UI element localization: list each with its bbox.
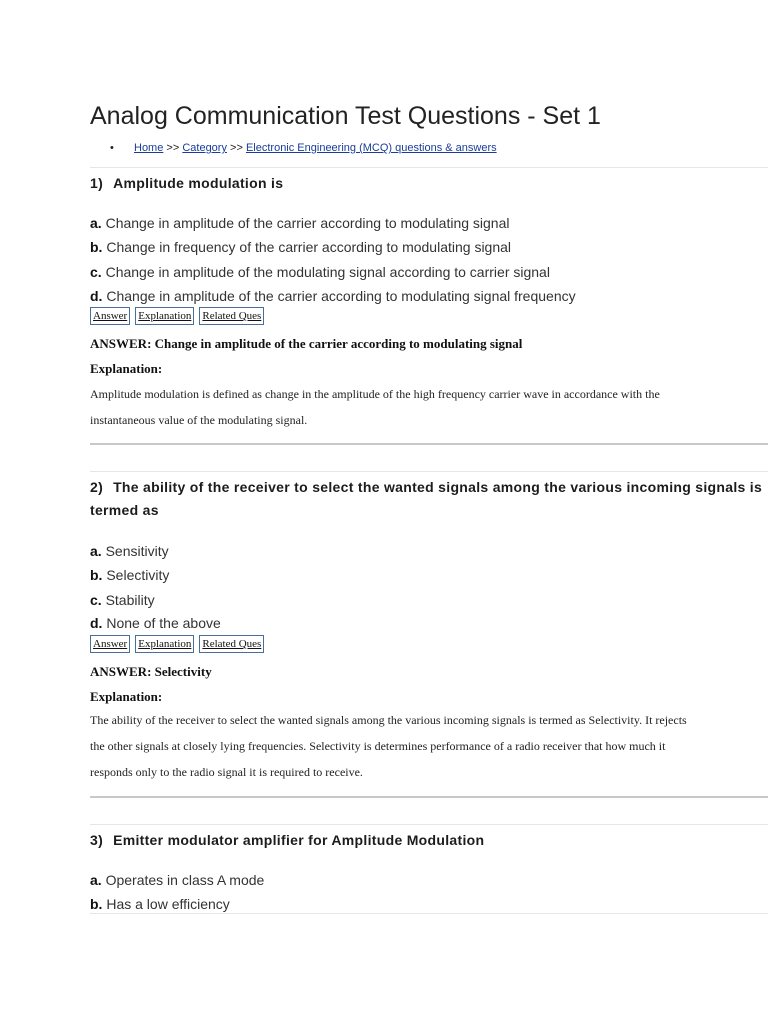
- option-letter: c.: [90, 264, 102, 280]
- related-questions-button[interactable]: Related Ques: [199, 635, 264, 653]
- question-1-option-d: [90, 288, 576, 304]
- option-text: Change in frequency of the carrier according to modulating signal: [106, 239, 512, 255]
- explanation-button[interactable]: Explanation: [135, 635, 194, 653]
- question-2-explanation-heading: Explanation:: [90, 689, 163, 704]
- explanation-line: the other signals at closely lying frequencies. Selectivity is determines performance of a radio receiver that how much it: [90, 739, 666, 753]
- answer-label: ANSWER:: [90, 664, 152, 679]
- answer-text: Selectivity: [154, 664, 212, 679]
- answer-text: Change in amplitude of the carrier according to modulating signal: [154, 336, 523, 351]
- question-2-option-c: [90, 592, 155, 608]
- explanation-line: Amplitude modulation is defined as change in the amplitude of the high frequency carrier wave in accordance with the: [90, 387, 660, 401]
- question-3-option-b: [90, 896, 230, 912]
- question-text-continued: termed as: [90, 502, 159, 518]
- question-2-option-a: [90, 543, 169, 559]
- page-title: Analog Communication Test Questions - Set 1: [90, 102, 601, 130]
- option-letter: d.: [90, 615, 103, 631]
- question-2-title: [90, 476, 768, 522]
- breadcrumb-separator: >>: [230, 142, 243, 154]
- divider: [90, 471, 768, 472]
- explanation-line: responds only to the radio signal it is required to receive.: [90, 765, 363, 779]
- explanation-button[interactable]: Explanation: [135, 307, 194, 325]
- related-questions-button[interactable]: Related Ques: [199, 307, 264, 325]
- option-letter: a.: [90, 543, 102, 559]
- option-letter: b.: [90, 239, 103, 255]
- option-text: Selectivity: [106, 567, 170, 583]
- question-text: The ability of the receiver to select the wanted signals among the various incoming signals is: [113, 479, 763, 495]
- question-number: 2): [90, 479, 104, 495]
- answer-button[interactable]: Answer: [90, 635, 130, 653]
- divider: [90, 824, 768, 825]
- breadcrumb-separator: >>: [166, 142, 180, 154]
- bullet-icon: •: [110, 142, 114, 154]
- question-2-actions: [90, 634, 269, 653]
- divider: [90, 443, 768, 445]
- question-1-actions: [90, 306, 269, 325]
- explanation-line: instantaneous value of the modulating signal.: [90, 413, 308, 427]
- question-2-explanation: [90, 707, 768, 785]
- breadcrumb-home-link[interactable]: Home: [134, 142, 164, 154]
- question-3-option-a: [90, 872, 264, 888]
- option-text: None of the above: [106, 615, 221, 631]
- option-letter: d.: [90, 288, 103, 304]
- option-letter: c.: [90, 592, 102, 608]
- option-text: Has a low efficiency: [106, 896, 230, 912]
- answer-label: ANSWER:: [90, 336, 152, 351]
- question-number: 1): [90, 175, 104, 191]
- option-text: Change in amplitude of the modulating signal according to carrier signal: [105, 264, 550, 280]
- breadcrumb-section-link[interactable]: Electronic Engineering (MCQ) questions & answers: [245, 142, 497, 154]
- breadcrumb-category-link[interactable]: Category: [182, 142, 227, 154]
- divider: [90, 913, 768, 914]
- question-1-option-c: [90, 264, 550, 280]
- answer-button[interactable]: Answer: [90, 307, 130, 325]
- option-letter: b.: [90, 896, 103, 912]
- question-1-explanation-heading: Explanation:: [90, 361, 163, 376]
- question-1-explanation: [90, 381, 768, 433]
- question-1-option-b: [90, 239, 511, 255]
- option-letter: b.: [90, 567, 103, 583]
- question-number: 3): [90, 832, 104, 848]
- question-2-option-b: [90, 567, 169, 583]
- question-1-title: [90, 172, 768, 195]
- question-2-answer: [90, 664, 212, 680]
- question-3-title: [90, 829, 768, 852]
- question-2-option-d: [90, 615, 221, 631]
- question-1-answer: [90, 336, 522, 352]
- option-letter: a.: [90, 215, 102, 231]
- option-text: Operates in class A mode: [105, 872, 265, 888]
- option-text: Change in amplitude of the carrier according to modulating signal: [105, 215, 510, 231]
- divider: [90, 796, 768, 798]
- question-text: Emitter modulator amplifier for Amplitude Modulation: [113, 832, 485, 848]
- option-letter: a.: [90, 872, 102, 888]
- question-text: Amplitude modulation is: [113, 175, 284, 191]
- divider: [90, 167, 768, 168]
- question-1-option-a: [90, 215, 509, 231]
- option-text: Change in amplitude of the carrier according to modulating signal frequency: [106, 288, 576, 304]
- option-text: Sensitivity: [105, 543, 169, 559]
- explanation-line: The ability of the receiver to select the wanted signals among the various incoming signals is termed as Selectivity. It rejects: [90, 713, 687, 727]
- option-text: Stability: [105, 592, 155, 608]
